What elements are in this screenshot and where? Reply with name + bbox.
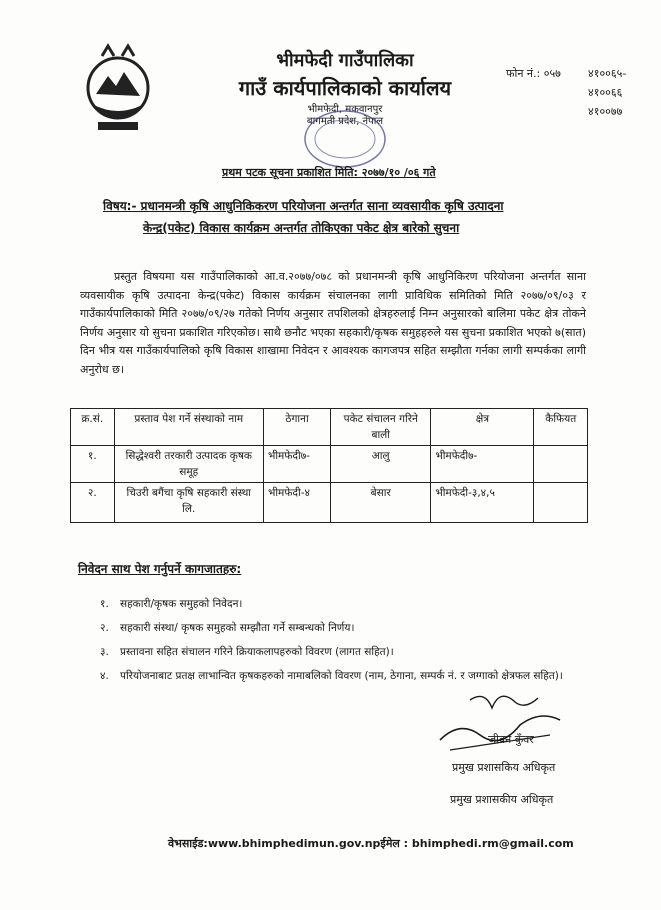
government-emblem-icon bbox=[78, 38, 158, 134]
cell-address: भीमफेदी७- bbox=[263, 446, 330, 483]
address-line: भीमफेदी, मकवानपुर bbox=[307, 104, 383, 115]
phone-number: ४१००७७ bbox=[588, 105, 623, 118]
document-number: २. bbox=[100, 622, 109, 634]
footer-contact: वेभसाईड:www.bhimphedimun.gov.npईमेल : bhimphedi.rm@gmail.com bbox=[168, 837, 574, 850]
signatory-name: जीवन कुँवर bbox=[488, 733, 534, 746]
document-item bbox=[100, 620, 590, 636]
document-text: सहकारी/कृषक समुहको निवेदन। bbox=[120, 598, 243, 610]
signature-icon bbox=[430, 680, 580, 760]
document-number: ३. bbox=[100, 646, 109, 658]
office-name: भीमफेदी गाउँपालिका bbox=[276, 50, 414, 71]
documents-title: निवेदन साथ पेश गर्नुपर्ने कागजातहरु: bbox=[78, 562, 242, 576]
cell-crop: आलु bbox=[331, 446, 431, 483]
cell-serial: २. bbox=[71, 483, 115, 523]
document-item bbox=[100, 596, 590, 612]
table-row bbox=[71, 483, 588, 523]
document-text: सहकारी संस्था/ कृषक समुहको सम्झौता गर्ने सम्बन्धको निर्णय। bbox=[120, 622, 355, 634]
cell-organization: सिद्धेश्वरी तरकारी उत्पादक कृषक समूह bbox=[114, 446, 263, 483]
document-text: प्रस्तावना सहित संचालन गरिने क्रियाकलापहरुको विवरण (लागत सहित)। bbox=[120, 646, 394, 658]
body-paragraph: प्रस्तुत विषयमा यस गाउँपालिकाको आ.व.२०७७/०७८ को प्रधानमन्त्री कृषि आधुनिकिरण परियोजना अन्तर्गत साना व्यवसायीक कृषि उत्पादना केन्द्र(पकेट) विकास कार्यक्रम संचालनका लागी प्राविधिक समितिको मिति २०७७/०९/०३ र गाउँकार्यपालिकाको मिति २०७७/०९/२७ गतेको निर्णय अनुसार तपशिलको क्षेत्रहरुलाई निम्न अनुसारको बालिमा पकेट क्षेत्र तोकने निर्णय अनुसार यो सुचना प्रकाशित गरिएकोछ। साथै छनौट भएका सहकारी/कृषक समुहहरुले यस सुचना प्रकाशित भएको ७(सात) दिन भीत्र यस गाउँकार्यपालिको कृषि विकास शाखामा निवेदन र आवश्यक कागजपत्र सहित सम्झौता गर्नका लागी सम्पर्कका लागी अनुरोध छ। bbox=[80, 270, 586, 376]
address-line: बागमती प्रदेश, नेपाल bbox=[306, 116, 384, 127]
subject bbox=[103, 195, 597, 239]
document-number: ४. bbox=[100, 670, 109, 682]
office-title: गाउँ कार्यपालिकाको कार्यालय bbox=[238, 76, 452, 100]
phone-number: ४१००६६ bbox=[588, 86, 623, 99]
office-stamp-icon bbox=[300, 106, 390, 172]
notice-date: प्रथम पटक सूचना प्रकाशित मिति: २०७७/१० /०६ गते bbox=[222, 166, 436, 179]
pocket-table bbox=[70, 408, 588, 523]
phone-number: ४१००६५- bbox=[588, 67, 627, 80]
table-row bbox=[71, 446, 588, 483]
subject-line: केन्द्र(पकेट) विकास कार्यक्रम अन्तर्गत तोकिएका पकेट क्षेत्र बारेको सुचना bbox=[143, 221, 460, 235]
cell-organization: चिउरी बगैंचा कृषि सहकारी संस्था लि. bbox=[114, 483, 263, 523]
cell-address: भीमफेदी-४ bbox=[263, 483, 330, 523]
header-cell: क्षेत्र bbox=[431, 409, 534, 446]
header-cell: कैफियत bbox=[534, 409, 588, 446]
document-text: परियोजनाबाट प्रतक्ष लाभान्वित कृषकहरुको नामाबलिको विवरण (नाम, ठेगाना, सम्पर्क नं. र जग्गाको क्षेत्रफल सहित)। bbox=[120, 670, 563, 682]
header-cell: क्र.सं. bbox=[71, 409, 115, 446]
cell-serial: १. bbox=[71, 446, 115, 483]
signatory-title-stamp: प्रमुख प्रशासकीय अधिकृत bbox=[450, 793, 554, 806]
phone-label: फोन नं.: ०५७ bbox=[506, 67, 561, 80]
document-number: १. bbox=[100, 598, 109, 610]
cell-area: भीमफेदी-३,४,५ bbox=[431, 483, 534, 523]
header-cell: प्रस्ताव पेश गर्ने संस्थाको नाम bbox=[114, 409, 263, 446]
subject-line: विषय:- प्रधानमन्त्री कृषि आधुनिकिकरण परियोजना अन्तर्गत साना व्यवसायीक कृषि उत्पादना bbox=[103, 199, 504, 213]
header-cell: पकेट संचालन गरिने बाली bbox=[331, 409, 431, 446]
signatory-title: प्रमुख प्रशासकिय अधिकृत bbox=[452, 761, 556, 774]
header-cell: ठेगाना bbox=[263, 409, 330, 446]
cell-remarks bbox=[534, 483, 588, 523]
table-header-row bbox=[71, 409, 588, 446]
cell-crop: बेसार bbox=[331, 483, 431, 523]
document-item bbox=[100, 644, 590, 660]
cell-area: भीमफेदी७- bbox=[431, 446, 534, 483]
cell-remarks bbox=[534, 446, 588, 483]
